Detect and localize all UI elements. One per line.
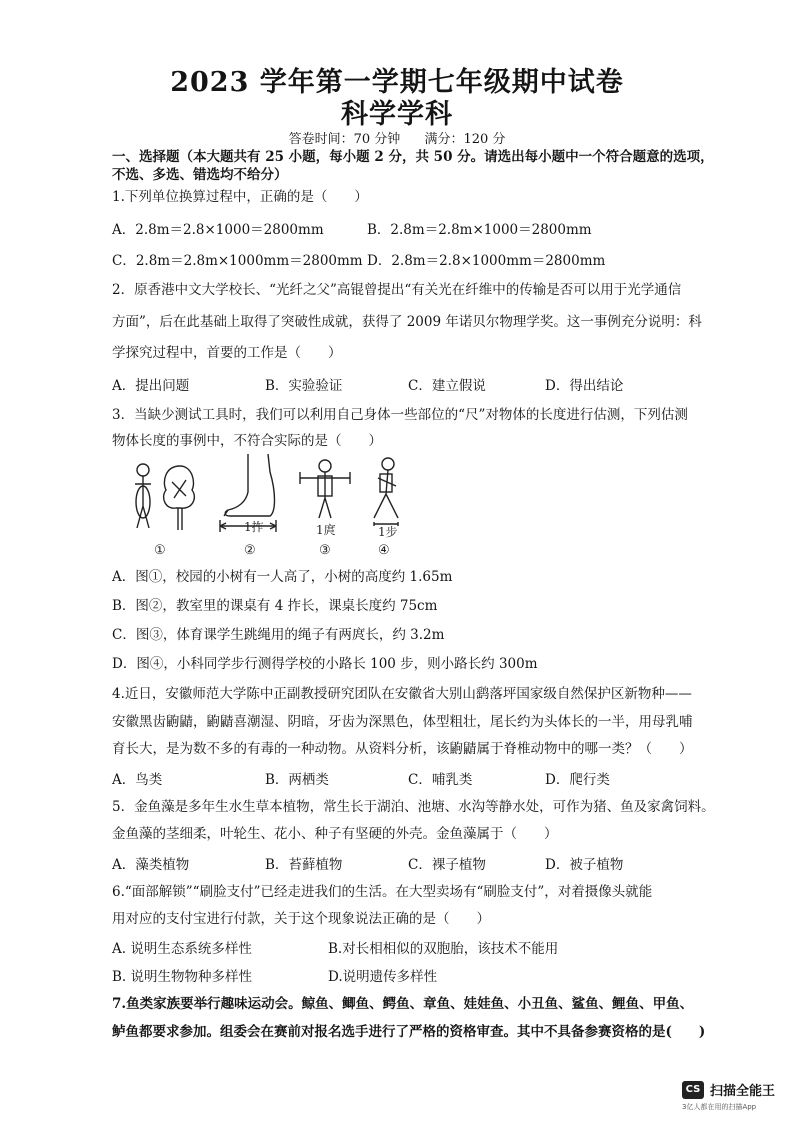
section-heading: 一、选择题（本大题共有 25 小题，每小题 2 分，共 50 分。请选出每小题中一个符合题意的选项，	[112, 149, 714, 165]
q5-option-c: C．裸子植物	[408, 857, 486, 873]
scanner-logo-icon: CS	[682, 1081, 704, 1099]
scanner-tagline: 3亿人都在用的扫描App	[682, 1103, 757, 1111]
q2-stem-line3: 学探究过程中，首要的工作是（ ）	[112, 345, 342, 361]
q2-option-d: D．得出结论	[545, 378, 624, 394]
figure-number-1: ①	[154, 543, 166, 558]
q1-option-a: A．2.8m＝2.8×1000＝2800mm	[112, 222, 324, 238]
exam-score: 满分：120 分	[424, 132, 506, 147]
q6-option-c: B. 说明生物物种多样性	[112, 969, 253, 985]
q3-figures	[120, 452, 430, 562]
q5-stem-line1: 5．金鱼藻是多年生水生草本植物，常生长于湖泊、池塘、水沟等静水处，可作为猪、鱼及家禽饲料。	[112, 799, 715, 815]
exam-subject: 科学学科	[341, 99, 453, 130]
q4-option-c: C．哺乳类	[408, 772, 473, 788]
q5-option-d: D．被子植物	[545, 857, 624, 873]
q4-option-b: B．两栖类	[265, 772, 329, 788]
q4-stem-line2: 安徽黑齿鼩鼱，鼩鼱喜潮湿、阴暗，牙齿为深黑色，体型粗壮，尾长约为头体长的一半，用母乳哺	[112, 714, 693, 730]
scanner-name: 扫描全能王	[710, 1084, 776, 1099]
q2-stem-line2: 方面”，后在此基础上取得了突破性成就，获得了 2009 年诺贝尔物理学奖。这一事例充分说明：科	[112, 314, 702, 330]
q7-stem-line2: 鲈鱼都要求参加。组委会在赛前对报名选手进行了严格的资格审查。其中不具备参赛资格的是( )	[112, 1024, 706, 1040]
figure-arm-span	[300, 460, 350, 518]
q1-option-b: B．2.8m＝2.8m×1000＝2800mm	[367, 222, 592, 238]
q1-option-c: C．2.8m＝2.8m×1000mm＝2800mm	[112, 253, 363, 269]
q4-stem-line1: 4.近日，安徽师范大学陈中正副教授研究团队在安徽省大别山鹞落坪国家级自然保护区新物种——	[112, 686, 692, 702]
q3-option-b: B．图②，教室里的课桌有 4 拃长，课桌长度约 75cm	[112, 598, 438, 614]
q5-option-b: B．苔藓植物	[265, 857, 343, 873]
exam-time: 答卷时间：70 分钟	[288, 132, 401, 147]
exam-title: 2023 学年第一学期七年级期中试卷	[170, 67, 624, 98]
scanner-watermark	[682, 1080, 775, 1099]
q1-stem: 1.下列单位换算过程中，正确的是（ ）	[112, 189, 368, 205]
q6-stem-line2: 用对应的支付宝进行付款，关于这个现象说法正确的是（ ）	[112, 911, 490, 927]
label-span: 1拃	[244, 520, 264, 534]
q5-option-a: A．藻类植物	[112, 857, 190, 873]
exam-meta	[0, 128, 794, 147]
q1-option-d: D．2.8m＝2.8×1000mm＝2800mm	[367, 253, 606, 269]
q2-stem-line1: 2．原香港中文大学校长、“光纤之父”高锟曾提出“有关光在纤维中的传输是否可以用于光学通信	[112, 282, 682, 298]
q4-option-d: D．爬行类	[545, 772, 610, 788]
q4-stem-line3: 育长大，是为数不多的有毒的一种动物。从资料分析，该鼩鼱属于脊椎动物中的哪一类？（ ）	[112, 741, 693, 757]
q6-option-a: A. 说明生态系统多样性	[112, 941, 252, 957]
q3-stem-line1: 3．当缺少测试工具时，我们可以利用自己身体一些部位的“尺”对物体的长度进行估测，下列估测	[112, 407, 688, 423]
q2-option-b: B．实验验证	[265, 378, 343, 394]
q6-stem-line1: 6.“面部解锁”“刷脸支付”已经走进我们的生活。在大型卖场有“刷脸支付”，对着摄像头就能	[112, 884, 653, 900]
q2-option-a: A．提出问题	[112, 378, 190, 394]
q7-stem-line1: 7.鱼类家族要举行趣味运动会。鲸鱼、鲫鱼、鳄鱼、章鱼、娃娃鱼、小丑鱼、鲨鱼、鲤鱼、甲鱼、	[112, 996, 694, 1012]
figure-person-tree	[135, 464, 194, 530]
q4-option-a: A．鸟类	[112, 772, 163, 788]
q3-option-c: C．图③，体育课学生跳绳用的绳子有两庹长，约 3.2m	[112, 627, 445, 643]
q3-figure-svg	[120, 452, 430, 562]
figure-number-2: ②	[244, 543, 256, 558]
section-heading-cont: 不选、多选、错选均不给分）	[112, 167, 288, 183]
label-arm-span: 1庹	[316, 523, 336, 537]
label-step: 1步	[378, 525, 398, 539]
figure-number-4: ④	[378, 543, 390, 558]
q2-option-c: C．建立假说	[408, 378, 486, 394]
q3-stem-line2: 物体长度的事例中，不符合实际的是（ ）	[112, 433, 382, 449]
figure-walking-step	[374, 458, 398, 526]
figure-number-3: ③	[319, 543, 331, 558]
q3-option-a: A．图①，校园的小树有一人高了，小树的高度约 1.65m	[112, 569, 453, 585]
q6-option-d: D.说明遗传多样性	[328, 969, 438, 985]
q3-option-d: D．图④，小科同学步行测得学校的小路长 100 步，则小路长约 300m	[112, 656, 538, 672]
q5-stem-line2: 金鱼藻的茎细柔，叶轮生、花小、种子有坚硬的外壳。金鱼藻属于（ ）	[112, 826, 558, 842]
q6-option-b: B.对长相相似的双胞胎，该技术不能用	[328, 941, 559, 957]
